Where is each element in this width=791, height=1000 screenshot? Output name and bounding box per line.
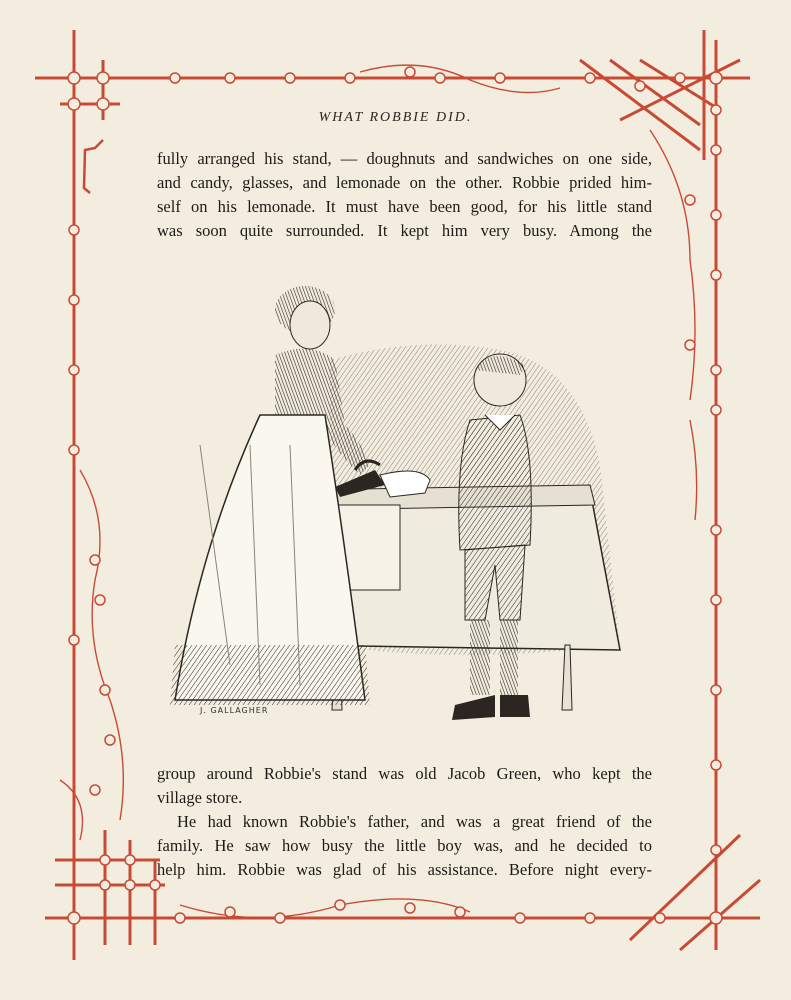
running-head: WHAT ROBBIE DID.: [318, 110, 473, 125]
text-line: was soon quite surrounded. It kept him very busy. Among the: [157, 221, 652, 240]
paragraph: [157, 810, 652, 882]
text-line: self on his lemonade. It must have been good, for his little stand: [157, 197, 652, 216]
illustration-signature: J. GALLAGHER: [200, 706, 269, 715]
text-line: help him. Robbie was glad of his assistance. Before night every-: [157, 860, 652, 879]
text-line: group around Robbie's stand was old Jacob Green, who kept the: [157, 764, 652, 783]
text-line: village store.: [157, 788, 243, 807]
text-line: and candy, glasses, and lemonade on the other. Robbie prided him-: [157, 173, 652, 192]
text-line: He had known Robbie's father, and was a great friend of the: [177, 812, 652, 831]
paragraph: [157, 762, 652, 810]
top-paragraph: [157, 147, 652, 243]
text-line: family. He saw how busy the little boy was, and he decided to: [157, 836, 652, 855]
text-line: fully arranged his stand, — doughnuts and sandwiches on one side,: [157, 149, 652, 168]
bottom-paragraphs: [157, 762, 652, 882]
illustration-woman-ironing-boy: [160, 265, 630, 735]
